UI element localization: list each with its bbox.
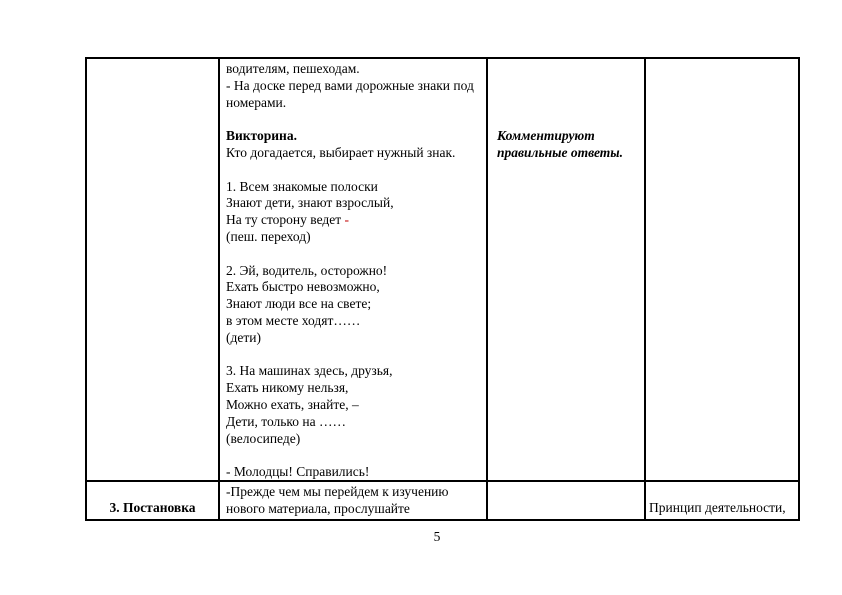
- text-span: Знают дети, знают взрослый,: [226, 195, 394, 211]
- text-span: в этом месте ходят……: [226, 312, 361, 328]
- text-line: [226, 447, 482, 464]
- text-span: Викторина.: [226, 128, 297, 144]
- text-span: Ехать быстро невозможно,: [226, 279, 380, 295]
- text-span: (велосипеде): [226, 430, 301, 446]
- text-span: Дети, только на ……: [226, 413, 347, 429]
- text-span: (дети): [226, 329, 261, 345]
- text-line: [226, 179, 482, 196]
- text-span: Кто догадается, выбирает нужный знак.: [226, 144, 456, 160]
- text-span: номерами.: [226, 94, 287, 110]
- cell-r2-c2: [220, 482, 488, 519]
- text-line: [226, 347, 482, 364]
- text-span: правильные ответы.: [497, 144, 624, 160]
- text-span: - На доске перед вами дорожные знаки под: [226, 77, 474, 93]
- red-dash-mark: -: [344, 212, 350, 228]
- cell-content: [226, 61, 482, 481]
- text-line: [226, 246, 482, 263]
- text-line: [226, 212, 482, 229]
- text-line: [226, 296, 482, 313]
- text-line: [226, 380, 482, 397]
- text-span: Принцип деятельности,: [649, 500, 786, 516]
- text-line: [226, 330, 482, 347]
- text-line: [109, 500, 195, 517]
- text-span: (пеш. переход): [226, 228, 311, 244]
- text-span: Можно ехать, знайте, –: [226, 396, 359, 412]
- cell-r2-c4: [646, 482, 798, 519]
- cell-r2-c3: [488, 482, 646, 519]
- text-line: [226, 464, 482, 481]
- text-line: [497, 145, 638, 162]
- cell-r2-c1: [87, 482, 220, 519]
- text-line: [226, 195, 482, 212]
- cell-r1-c4: [646, 59, 798, 482]
- cell-r1-c1: [87, 59, 220, 482]
- text-line: [226, 229, 482, 246]
- cell-r1-c3: [488, 59, 646, 482]
- cell-content: [226, 484, 482, 518]
- text-line: [226, 111, 482, 128]
- cell-content: [649, 500, 786, 517]
- text-span: Комментируют: [497, 128, 595, 143]
- text-line: [226, 431, 482, 448]
- text-line: [226, 414, 482, 431]
- text-line: [226, 313, 482, 330]
- text-line: [497, 128, 638, 145]
- text-span: нового материала, прослушайте: [226, 500, 410, 516]
- text-span: 3. На машинах здесь, друзья,: [226, 363, 393, 379]
- text-line: [226, 162, 482, 179]
- text-span: На ту сторону ведет: [226, 212, 345, 228]
- text-span: 3. Постановка: [109, 500, 196, 516]
- text-span: Знают люди все на свете;: [226, 296, 372, 312]
- page-number: 5: [433, 529, 441, 544]
- text-span: водителям, пешеходам.: [226, 61, 360, 76]
- text-line: [226, 95, 482, 112]
- cell-content: [109, 500, 195, 517]
- text-line: [226, 279, 482, 296]
- text-line: [226, 397, 482, 414]
- text-line: [649, 500, 786, 517]
- text-line: [226, 263, 482, 280]
- text-span: 1. Всем знакомые полоски: [226, 178, 378, 194]
- text-line: [226, 501, 482, 518]
- text-line: [226, 484, 482, 501]
- text-line: [226, 128, 482, 145]
- text-line: [226, 61, 482, 78]
- text-line: [226, 78, 482, 95]
- text-line: [226, 145, 482, 162]
- text-line: [226, 363, 482, 380]
- text-span: -Прежде чем мы перейдем к изучению: [226, 484, 449, 499]
- doc-table: [85, 57, 800, 521]
- cell-content: [497, 128, 638, 162]
- text-span: 2. Эй, водитель, осторожно!: [226, 262, 388, 278]
- text-span: - Молодцы! Справились!: [226, 464, 370, 480]
- text-span: Ехать никому нельзя,: [226, 380, 349, 396]
- cell-r1-c2: [220, 59, 488, 482]
